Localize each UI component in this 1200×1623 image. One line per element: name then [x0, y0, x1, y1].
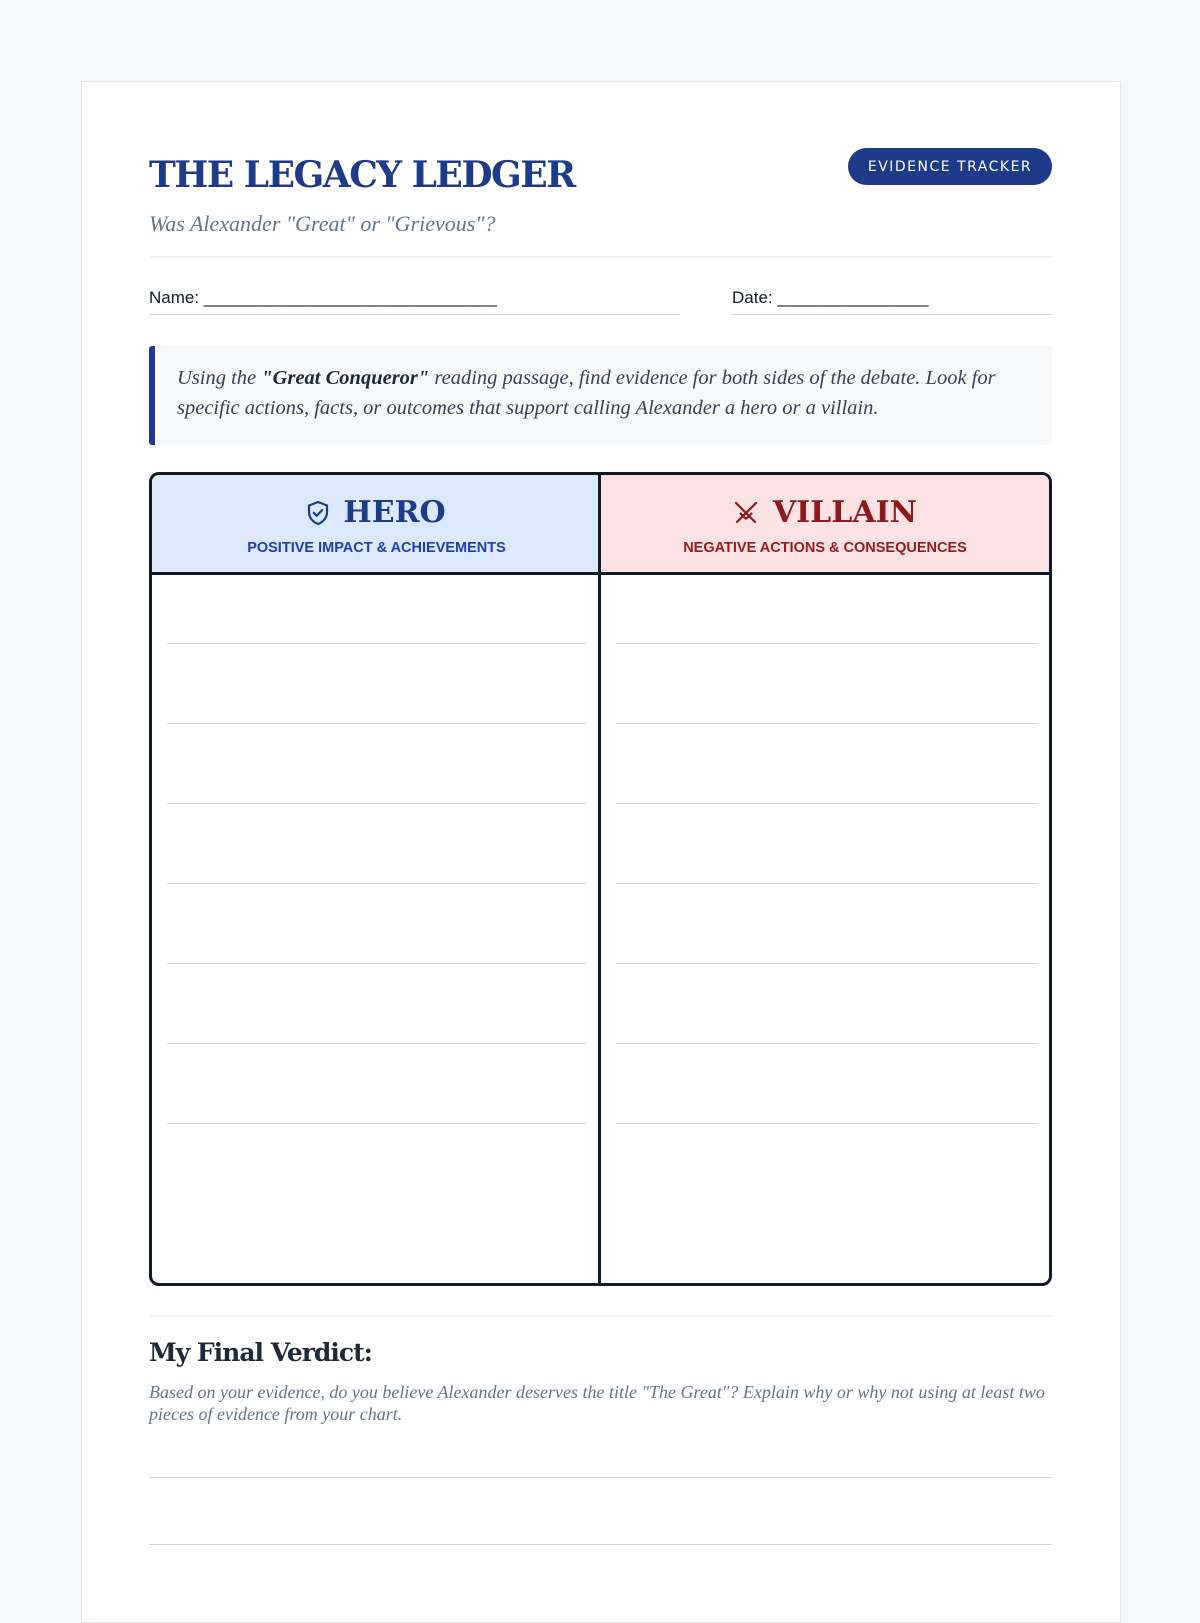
- instructions-text-end: reading passage, find evidence for both sides of the debate. Look for specific actions, facts, or outcomes that support calling Alexander a hero or a villain.: [177, 367, 996, 419]
- hero-subtitle: POSITIVE IMPACT & ACHIEVEMENTS: [247, 540, 506, 556]
- shield-icon: [307, 500, 329, 526]
- villain-writing-line[interactable]: [616, 803, 1038, 804]
- villain-writing-line[interactable]: [616, 963, 1038, 964]
- passage-title: "Great Conqueror": [261, 367, 430, 389]
- evidence-tracker-badge: EVIDENCE TRACKER: [848, 148, 1052, 185]
- instructions-box: [149, 346, 1052, 445]
- column-divider: [598, 475, 601, 1283]
- villain-heading: [601, 495, 1049, 530]
- villain-column-header: [601, 475, 1049, 575]
- hero-writing-line[interactable]: [167, 1043, 586, 1044]
- verdict-title: My Final Verdict:: [149, 1338, 372, 1367]
- hero-title: HERO: [343, 495, 446, 530]
- verdict-writing-line[interactable]: [149, 1477, 1052, 1478]
- hero-column-header: [152, 475, 601, 575]
- villain-writing-line[interactable]: [616, 883, 1038, 884]
- villain-subtitle: NEGATIVE ACTIONS & CONSEQUENCES: [683, 540, 967, 556]
- hero-writing-line[interactable]: [167, 883, 586, 884]
- name-field[interactable]: Name: _______________________________: [149, 288, 679, 315]
- crossed-swords-icon: [733, 500, 759, 526]
- hero-writing-line[interactable]: [167, 963, 586, 964]
- villain-title: VILLAIN: [772, 495, 918, 530]
- section-divider: [149, 1315, 1052, 1317]
- hero-writing-line[interactable]: [167, 803, 586, 804]
- header-divider: [149, 256, 1052, 258]
- verdict-writing-line[interactable]: [149, 1544, 1052, 1545]
- page-subtitle: Was Alexander "Great" or "Grievous"?: [149, 211, 496, 236]
- villain-writing-line[interactable]: [616, 1043, 1038, 1044]
- villain-writing-line[interactable]: [616, 1123, 1038, 1124]
- hero-villain-table: [149, 472, 1052, 1286]
- instructions-text-start: Using the: [177, 367, 262, 389]
- villain-writing-line[interactable]: [616, 723, 1038, 724]
- hero-writing-line[interactable]: [167, 643, 586, 644]
- villain-writing-line[interactable]: [616, 643, 1038, 644]
- page-title: THE LEGACY LEDGER: [149, 154, 575, 196]
- date-field[interactable]: Date: ________________: [732, 288, 1052, 315]
- hero-writing-line[interactable]: [167, 1123, 586, 1124]
- hero-writing-line[interactable]: [167, 723, 586, 724]
- hero-heading: [152, 495, 601, 530]
- verdict-prompt: Based on your evidence, do you believe Alexander deserves the title "The Great"? Explain why or why not using at least two pieces of evidence from your chart.: [149, 1382, 1045, 1424]
